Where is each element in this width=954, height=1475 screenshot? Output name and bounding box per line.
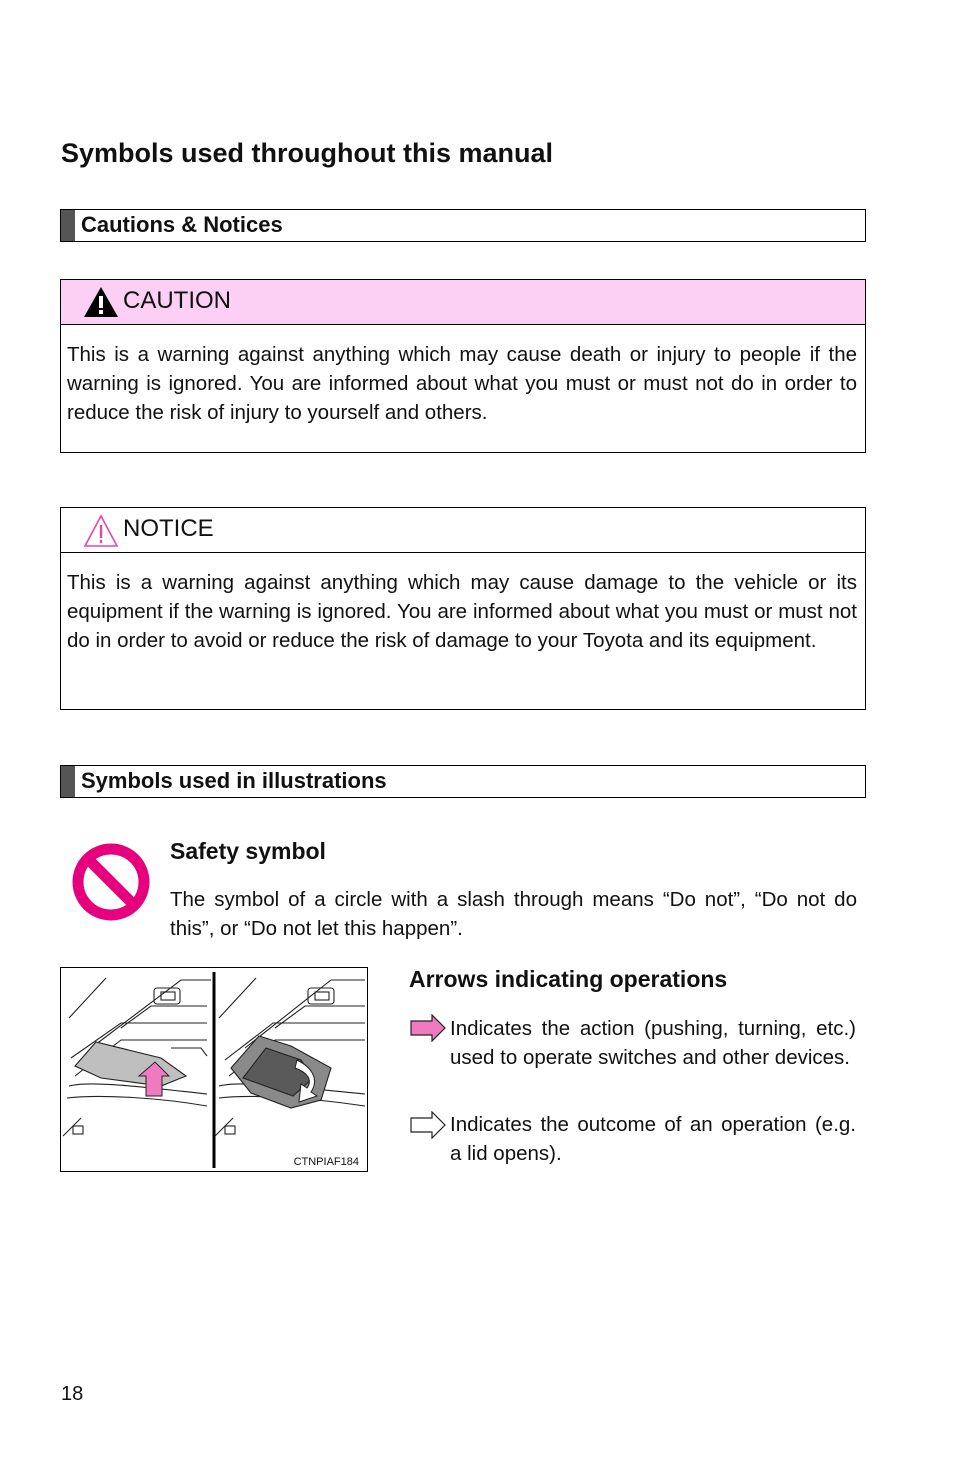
notice-box	[60, 507, 866, 710]
outcome-arrow-icon	[410, 1111, 446, 1139]
arrows-title: Arrows indicating operations	[409, 966, 728, 992]
caution-label: CAUTION	[123, 287, 231, 314]
notice-label: NOTICE	[123, 515, 214, 542]
section-header-illustrations	[60, 765, 866, 798]
safety-symbol-title: Safety symbol	[170, 838, 326, 864]
page-number: 18	[61, 1383, 84, 1405]
notice-header	[61, 508, 865, 553]
notice-triangle-icon	[83, 514, 119, 548]
page-title: Symbols used throughout this manual	[61, 138, 554, 168]
overhead-console-illustration	[61, 968, 367, 1171]
caution-header	[61, 280, 865, 325]
illustration-caption: CTNPIAF184	[293, 1156, 359, 1168]
section-header-cautions	[60, 209, 866, 242]
section-stripe	[61, 766, 75, 797]
action-arrow-icon	[410, 1014, 446, 1042]
caution-text: This is a warning against anything which may cause death or injury to people if the warning is ignored. You are informed about what you must or must not do in order to reduce the risk of injury to yourself and others.	[67, 343, 857, 424]
section-title: Symbols used in illustrations	[81, 768, 387, 793]
outcome-arrow-text: Indicates the outcome of an operation (e.g. a lid opens).	[450, 1113, 856, 1165]
safety-symbol-text: The symbol of a circle with a slash through means “Do not”, “Do not do this”, or “Do not let this happen”.	[170, 888, 857, 940]
prohibition-icon	[71, 842, 151, 922]
notice-text: This is a warning against anything which may cause damage to the vehicle or its equipment if the warning is ignored. You are informed about what you must or must not do in order to avoid or reduce the risk of damage to your Toyota and its equipment.	[67, 571, 857, 652]
action-arrow-text: Indicates the action (pushing, turning, etc.) used to operate switches and other devices.	[450, 1017, 856, 1069]
warning-triangle-icon	[83, 286, 119, 318]
section-title: Cautions & Notices	[81, 212, 283, 237]
illustration	[60, 967, 368, 1172]
section-stripe	[61, 210, 75, 241]
caution-box	[60, 279, 866, 453]
